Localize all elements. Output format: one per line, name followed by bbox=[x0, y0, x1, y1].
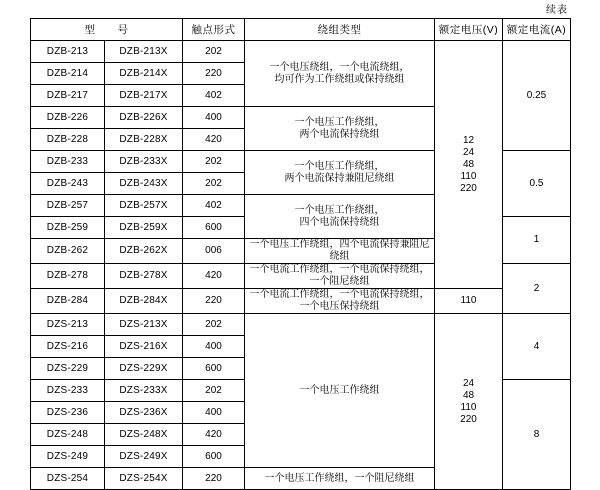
cell-contact: 202 bbox=[183, 173, 245, 195]
cell-current-05: 0.5 bbox=[503, 151, 571, 217]
column-header-model: 型 号 bbox=[31, 19, 183, 41]
cell-model2: DZB-226X bbox=[105, 107, 183, 129]
cell-contact: 202 bbox=[183, 314, 245, 336]
voltage-value-110: 110 bbox=[460, 170, 477, 182]
cell-model2: DZS-213X bbox=[105, 314, 183, 336]
voltage-value-12: 12 bbox=[462, 134, 475, 146]
cell-contact: 400 bbox=[183, 107, 245, 129]
column-header-current: 额定电流(A) bbox=[503, 19, 571, 41]
column-header-voltage: 额定电压(V) bbox=[435, 19, 503, 41]
cell-contact: 400 bbox=[183, 336, 245, 358]
cell-contact: 202 bbox=[183, 380, 245, 402]
column-header-winding: 绕组类型 bbox=[245, 19, 435, 41]
cell-model2: DZB-284X bbox=[105, 289, 183, 314]
cell-winding-group-3 bbox=[245, 151, 435, 195]
cell-model1: DZB-214 bbox=[31, 63, 105, 85]
cell-contact: 420 bbox=[183, 129, 245, 151]
winding-line-1: 一个电压绕组，一个电流绕组， bbox=[269, 61, 410, 73]
cell-model1: DZS-213 bbox=[31, 314, 105, 336]
voltage-value-24: 24 bbox=[462, 377, 475, 389]
table-header-row bbox=[31, 19, 571, 41]
cell-model2: DZB-257X bbox=[105, 195, 183, 217]
winding-line-2: 四个电流保持绕组 bbox=[299, 216, 380, 228]
cell-voltage-group-1 bbox=[435, 41, 503, 289]
cell-contact: 402 bbox=[183, 85, 245, 107]
cell-model1: DZB-257 bbox=[31, 195, 105, 217]
cell-voltage-110: 110 bbox=[435, 289, 503, 314]
cell-model1: DZB-259 bbox=[31, 217, 105, 239]
cell-model2: DZS-233X bbox=[105, 380, 183, 402]
continued-label: 续表 bbox=[546, 5, 568, 16]
cell-model2: DZB-217X bbox=[105, 85, 183, 107]
cell-model2: DZB-262X bbox=[105, 239, 183, 264]
cell-model1: DZB-226 bbox=[31, 107, 105, 129]
cell-model1: DZS-216 bbox=[31, 336, 105, 358]
cell-contact: 600 bbox=[183, 217, 245, 239]
specification-table bbox=[30, 18, 571, 490]
cell-contact: 220 bbox=[183, 289, 245, 314]
cell-model1: DZS-248 bbox=[31, 424, 105, 446]
cell-model2: DZS-248X bbox=[105, 424, 183, 446]
cell-contact: 402 bbox=[183, 195, 245, 217]
cell-model2: DZB-278X bbox=[105, 264, 183, 289]
voltage-value-220: 220 bbox=[460, 182, 477, 194]
winding-line-2: 均可作为工作绕组或保持绕组 bbox=[274, 73, 405, 85]
cell-contact: 400 bbox=[183, 402, 245, 424]
cell-model2: DZB-214X bbox=[105, 63, 183, 85]
cell-winding-6: 一个电流工作绕组，一个电流保持绕组，一个阻尼绕组 bbox=[245, 264, 435, 289]
cell-current-2: 2 bbox=[503, 264, 571, 314]
cell-current-4: 4 bbox=[503, 314, 571, 380]
column-header-contact: 触点形式 bbox=[183, 19, 245, 41]
cell-model1: DZS-249 bbox=[31, 446, 105, 468]
cell-model2: DZB-259X bbox=[105, 217, 183, 239]
cell-model2: DZB-233X bbox=[105, 151, 183, 173]
cell-contact: 220 bbox=[183, 468, 245, 490]
cell-model1: DZB-213 bbox=[31, 41, 105, 63]
cell-model1: DZB-262 bbox=[31, 239, 105, 264]
cell-model2: DZS-236X bbox=[105, 402, 183, 424]
cell-model2: DZS-229X bbox=[105, 358, 183, 380]
cell-model2: DZB-243X bbox=[105, 173, 183, 195]
cell-voltage-group-2 bbox=[435, 314, 503, 490]
cell-model1: DZS-233 bbox=[31, 380, 105, 402]
voltage-value-110: 110 bbox=[460, 401, 477, 413]
cell-model2: DZS-254X bbox=[105, 468, 183, 490]
cell-winding-8: 一个电压工作绕组 bbox=[245, 314, 435, 468]
cell-model1: DZB-217 bbox=[31, 85, 105, 107]
cell-winding-group-4 bbox=[245, 195, 435, 239]
winding-line-1: 一个电压工作绕组， bbox=[294, 160, 385, 172]
table-row bbox=[31, 41, 571, 63]
winding-line-2: 两个电流保持兼阻尼绕组 bbox=[284, 172, 395, 184]
cell-model2: DZB-228X bbox=[105, 129, 183, 151]
cell-contact: 202 bbox=[183, 41, 245, 63]
table-row bbox=[31, 289, 571, 314]
cell-contact: 006 bbox=[183, 239, 245, 264]
cell-model1: DZB-243 bbox=[31, 173, 105, 195]
cell-winding-9: 一个电压工作绕组，一个阻尼绕组 bbox=[245, 468, 435, 490]
winding-line-1: 一个电压工作绕组， bbox=[294, 204, 385, 216]
voltage-value-24: 24 bbox=[462, 146, 475, 158]
cell-model1: DZS-254 bbox=[31, 468, 105, 490]
winding-line-2: 两个电流保持绕组 bbox=[299, 128, 380, 140]
cell-current-8: 8 bbox=[503, 380, 571, 490]
cell-contact: 600 bbox=[183, 358, 245, 380]
cell-model2: DZS-216X bbox=[105, 336, 183, 358]
table-row bbox=[31, 314, 571, 336]
voltage-value-48: 48 bbox=[462, 158, 475, 170]
cell-model1: DZS-236 bbox=[31, 402, 105, 424]
cell-winding-7: 一个电流工作绕组，一个电流保持绕组，一个电压保持绕组 bbox=[245, 289, 435, 314]
cell-model1: DZB-233 bbox=[31, 151, 105, 173]
cell-contact: 202 bbox=[183, 151, 245, 173]
cell-winding-5: 一个电压工作绕组，四个电流保持兼阻尼绕组 bbox=[245, 239, 435, 264]
cell-contact: 220 bbox=[183, 63, 245, 85]
cell-model1: DZB-228 bbox=[31, 129, 105, 151]
winding-line-1: 一个电压工作绕组， bbox=[294, 116, 385, 128]
cell-model1: DZB-284 bbox=[31, 289, 105, 314]
cell-contact: 600 bbox=[183, 446, 245, 468]
cell-current-025: 0.25 bbox=[503, 41, 571, 151]
cell-model1: DZB-278 bbox=[31, 264, 105, 289]
cell-current-1: 1 bbox=[503, 217, 571, 264]
voltage-value-48: 48 bbox=[462, 389, 475, 401]
cell-winding-group-1 bbox=[245, 41, 435, 107]
cell-model1: DZS-229 bbox=[31, 358, 105, 380]
cell-contact: 420 bbox=[183, 264, 245, 289]
voltage-value-220: 220 bbox=[460, 413, 477, 425]
cell-contact: 420 bbox=[183, 424, 245, 446]
cell-winding-group-2 bbox=[245, 107, 435, 151]
cell-model2: DZB-213X bbox=[105, 41, 183, 63]
cell-model2: DZS-249X bbox=[105, 446, 183, 468]
